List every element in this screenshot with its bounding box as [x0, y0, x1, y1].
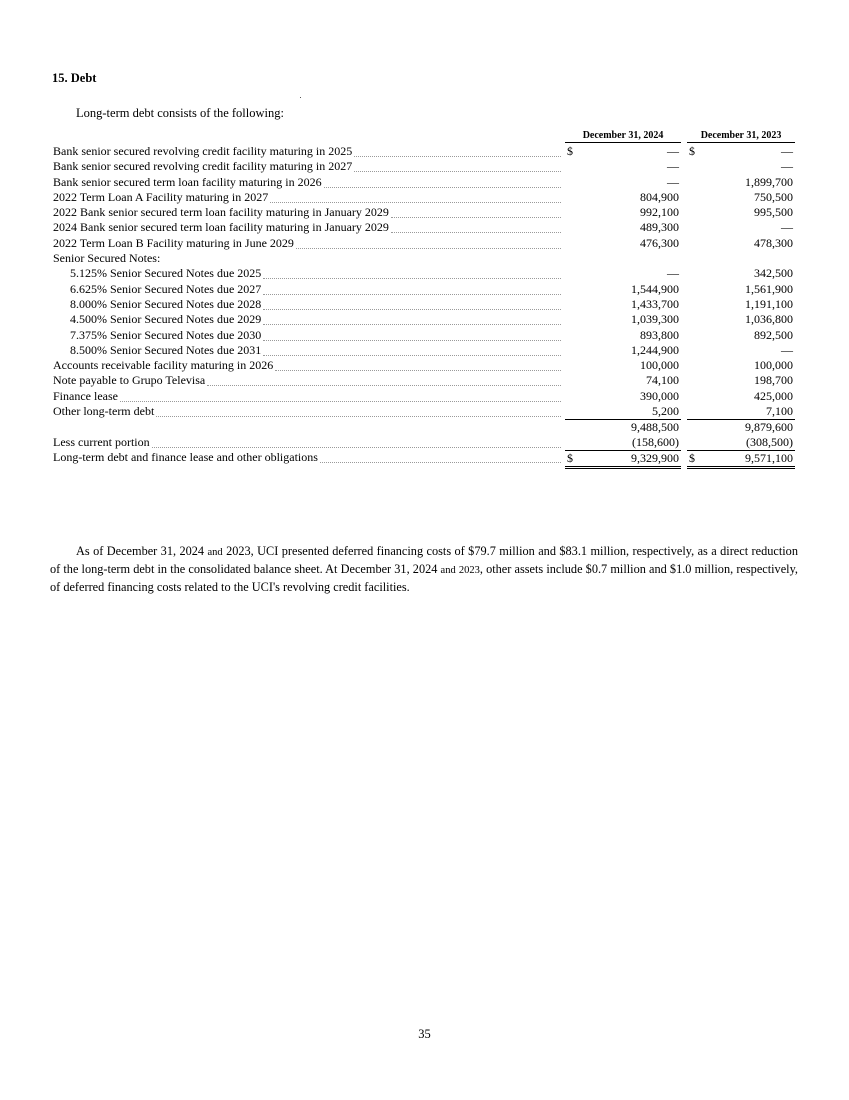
cell-value: 489,300 — [640, 220, 679, 235]
row-label-text: 7.375% Senior Secured Notes due 2030 — [70, 327, 262, 342]
row-label-text: 2022 Term Loan A Facility maturing in 2027 — [53, 189, 269, 204]
para-text-2: 2023, UCI presented deferred financing costs of $79.7 million and $83.1 million, respectively, as a direct reduction of the long-term debt in the consolidated balance sheet. At December 31, 2024 — [50, 544, 798, 576]
row-label-text: Other long-term debt — [53, 404, 155, 419]
currency-symbol: $ — [689, 450, 695, 465]
cell-2024 — [565, 389, 681, 404]
table-row — [53, 144, 796, 159]
cell-2023 — [687, 282, 795, 297]
cell-value: 1,899,700 — [745, 174, 793, 189]
cell-value: 476,300 — [640, 235, 679, 250]
currency-symbol: $ — [689, 144, 695, 158]
cell-2024 — [565, 251, 681, 266]
cell-value: 100,000 — [640, 358, 679, 373]
cell-2023 — [687, 343, 795, 358]
dot-leader — [296, 238, 561, 249]
currency-symbol: $ — [567, 450, 573, 465]
row-label-text: 2022 Bank senior secured term loan facility maturing in January 2029 — [53, 205, 389, 220]
table-row — [53, 282, 796, 297]
cell-2023 — [687, 312, 795, 327]
cell-2023 — [687, 435, 795, 450]
dot-leader — [354, 146, 561, 157]
cell-2024 — [565, 205, 681, 220]
cell-2023 — [687, 220, 795, 235]
row-label-text: Note payable to Grupo Televisa — [53, 373, 206, 388]
row-label-text: Accounts receivable facility maturing in 2026 — [53, 358, 274, 373]
table-row — [53, 190, 796, 205]
cell-value: 198,700 — [754, 373, 793, 388]
para-and-2: and — [440, 565, 456, 576]
table-row — [53, 312, 796, 327]
dot-leader — [263, 345, 561, 356]
row-label — [70, 328, 563, 343]
cell-2024 — [565, 266, 681, 281]
dot-leader — [391, 207, 561, 218]
cell-2023 — [687, 389, 795, 404]
cell-value: 390,000 — [640, 388, 679, 403]
cell-2024 — [565, 373, 681, 388]
table-row — [53, 220, 796, 235]
row-label — [53, 358, 563, 373]
row-label-text: Finance lease — [53, 388, 118, 403]
page-number: 35 — [418, 1027, 431, 1041]
cell-value: 1,036,800 — [745, 312, 793, 327]
table-row — [53, 435, 796, 450]
para-text-1: As of December 31, 2024 — [76, 544, 208, 558]
cell-2023 — [687, 297, 795, 312]
dot-leader — [156, 406, 561, 417]
cell-value: 1,191,100 — [745, 296, 793, 311]
row-label — [53, 236, 563, 251]
row-label — [70, 297, 563, 312]
cell-value: 74,100 — [646, 373, 679, 388]
row-label-text: 8.000% Senior Secured Notes due 2028 — [70, 296, 262, 311]
cell-2023 — [687, 419, 795, 435]
dot-leader — [263, 268, 561, 279]
cell-2024 — [565, 282, 681, 297]
row-label — [53, 220, 563, 235]
cell-value: 7,100 — [766, 404, 793, 419]
cell-2023 — [687, 358, 795, 373]
row-label — [53, 389, 563, 404]
dot-leader — [354, 161, 561, 172]
cell-value: 804,900 — [640, 189, 679, 204]
cell-2024 — [565, 175, 681, 190]
row-label — [70, 312, 563, 327]
cell-2024 — [565, 419, 681, 435]
table-row — [53, 389, 796, 404]
cell-value: 1,433,700 — [631, 296, 679, 311]
cell-2024 — [565, 343, 681, 358]
row-label — [53, 159, 563, 174]
cell-2023 — [687, 144, 795, 159]
cell-value: 892,500 — [754, 327, 793, 342]
cell-value: 9,571,100 — [745, 450, 793, 465]
cell-2023 — [687, 251, 795, 266]
cell-2024 — [565, 312, 681, 327]
cell-value: — — [667, 144, 679, 158]
table-row — [53, 236, 796, 251]
para-year: 2023 — [458, 565, 480, 576]
dot-leader — [320, 452, 561, 463]
cell-value: 9,879,600 — [745, 420, 793, 435]
cell-2024 — [565, 159, 681, 174]
row-label — [53, 450, 563, 465]
table-row — [53, 343, 796, 358]
cell-2024 — [565, 404, 681, 420]
table-row — [53, 404, 796, 419]
row-label-text: Less current portion — [53, 434, 150, 449]
row-label-text: Bank senior secured revolving credit facility maturing in 2025 — [53, 144, 353, 158]
row-label — [70, 266, 563, 281]
table-row — [53, 328, 796, 343]
cell-2023 — [687, 404, 795, 420]
row-label-text: 5.125% Senior Secured Notes due 2025 — [70, 266, 262, 281]
cell-2024 — [565, 236, 681, 251]
cell-2023 — [687, 175, 795, 190]
cell-value: (158,600) — [632, 434, 679, 449]
row-label-text: 2022 Term Loan B Facility maturing in June 2029 — [53, 235, 294, 250]
dot-leader — [275, 360, 561, 371]
cell-value: — — [667, 159, 679, 174]
cell-value: 425,000 — [754, 388, 793, 403]
cell-value: 1,561,900 — [745, 281, 793, 296]
cell-2023 — [687, 266, 795, 281]
cell-2023 — [687, 373, 795, 388]
cell-value: — — [781, 342, 793, 357]
row-label — [70, 282, 563, 297]
cell-value: 992,100 — [640, 205, 679, 220]
row-label-text: 2024 Bank senior secured term loan facility maturing in January 2029 — [53, 220, 389, 235]
dot-leader — [324, 177, 561, 188]
cell-2024 — [565, 435, 681, 450]
row-label — [53, 251, 563, 266]
cell-2023 — [687, 236, 795, 251]
cell-value: 478,300 — [754, 235, 793, 250]
row-label — [53, 435, 563, 450]
dot-leader — [120, 391, 561, 402]
dot-leader — [152, 437, 561, 448]
row-label — [53, 419, 563, 434]
row-label-text: 4.500% Senior Secured Notes due 2029 — [70, 312, 262, 327]
row-label — [53, 190, 563, 205]
cell-2023 — [687, 328, 795, 343]
row-label-text: Senior Secured Notes: — [53, 251, 161, 266]
cell-2023 — [687, 450, 795, 469]
cell-value: 5,200 — [652, 404, 679, 419]
dot-leader — [391, 222, 561, 233]
row-label-text: 8.500% Senior Secured Notes due 2031 — [70, 342, 262, 357]
col-header-2023: December 31, 2023 — [687, 129, 795, 143]
cell-2023 — [687, 159, 795, 174]
table-row — [53, 251, 796, 266]
dot-leader — [263, 284, 561, 295]
cell-value: 995,500 — [754, 205, 793, 220]
row-label-text: Long-term debt and finance lease and other obligations — [53, 449, 318, 464]
dot-leader — [207, 375, 561, 386]
cell-value: 893,800 — [640, 327, 679, 342]
cell-value: — — [781, 159, 793, 174]
cell-2024 — [565, 328, 681, 343]
intro-text: Long-term debt consists of the following: — [76, 106, 284, 120]
cell-value: — — [781, 144, 793, 158]
row-label — [53, 373, 563, 388]
row-label — [53, 144, 563, 159]
para-text-4: , other assets include $0.7 million and $1.0 million, respectively, of deferred financing costs related to the UCI's revolving credit facilities. — [50, 562, 799, 594]
cell-2023 — [687, 190, 795, 205]
table-row — [53, 159, 796, 174]
cell-value: — — [667, 174, 679, 189]
cell-2024 — [565, 144, 681, 159]
table-row — [53, 266, 796, 281]
row-label — [53, 404, 563, 419]
table-row — [53, 373, 796, 388]
row-label — [53, 205, 563, 220]
cell-value: 750,500 — [754, 189, 793, 204]
debt-table — [53, 129, 796, 465]
table-header — [53, 129, 796, 144]
dot-leader — [263, 330, 561, 341]
row-label-text: Bank senior secured term loan facility maturing in 2026 — [53, 174, 322, 189]
col-header-2024: December 31, 2024 — [565, 129, 681, 143]
section-heading: 15. Debt — [52, 71, 97, 85]
table-row — [53, 419, 796, 434]
cell-2024 — [565, 220, 681, 235]
table-body — [53, 144, 796, 465]
cell-2023 — [687, 205, 795, 220]
cell-2024 — [565, 450, 681, 469]
cell-value: 1,544,900 — [631, 281, 679, 296]
table-row — [53, 358, 796, 373]
row-label-text: 6.625% Senior Secured Notes due 2027 — [70, 281, 262, 296]
cell-value: (308,500) — [746, 434, 793, 449]
cell-value: 1,244,900 — [631, 342, 679, 357]
cell-value: 9,488,500 — [631, 420, 679, 435]
cell-2024 — [565, 297, 681, 312]
table-row — [53, 205, 796, 220]
table-row — [53, 450, 796, 465]
row-label — [70, 343, 563, 358]
currency-symbol: $ — [567, 144, 573, 158]
cell-value: 342,500 — [754, 266, 793, 281]
cell-value: — — [781, 220, 793, 235]
cell-value: — — [667, 266, 679, 281]
stray-mark — [300, 97, 301, 98]
cell-2024 — [565, 190, 681, 205]
cell-2024 — [565, 358, 681, 373]
para-and-1: and — [207, 547, 223, 558]
footnote-paragraph — [50, 543, 798, 595]
dot-leader — [263, 314, 561, 325]
row-label — [53, 175, 563, 190]
table-row — [53, 175, 796, 190]
cell-value: 9,329,900 — [631, 450, 679, 465]
table-row — [53, 297, 796, 312]
row-label-text: Bank senior secured revolving credit facility maturing in 2027 — [53, 159, 353, 174]
dot-leader — [263, 299, 561, 310]
cell-value: 100,000 — [754, 358, 793, 373]
cell-value: 1,039,300 — [631, 312, 679, 327]
dot-leader — [270, 192, 561, 203]
